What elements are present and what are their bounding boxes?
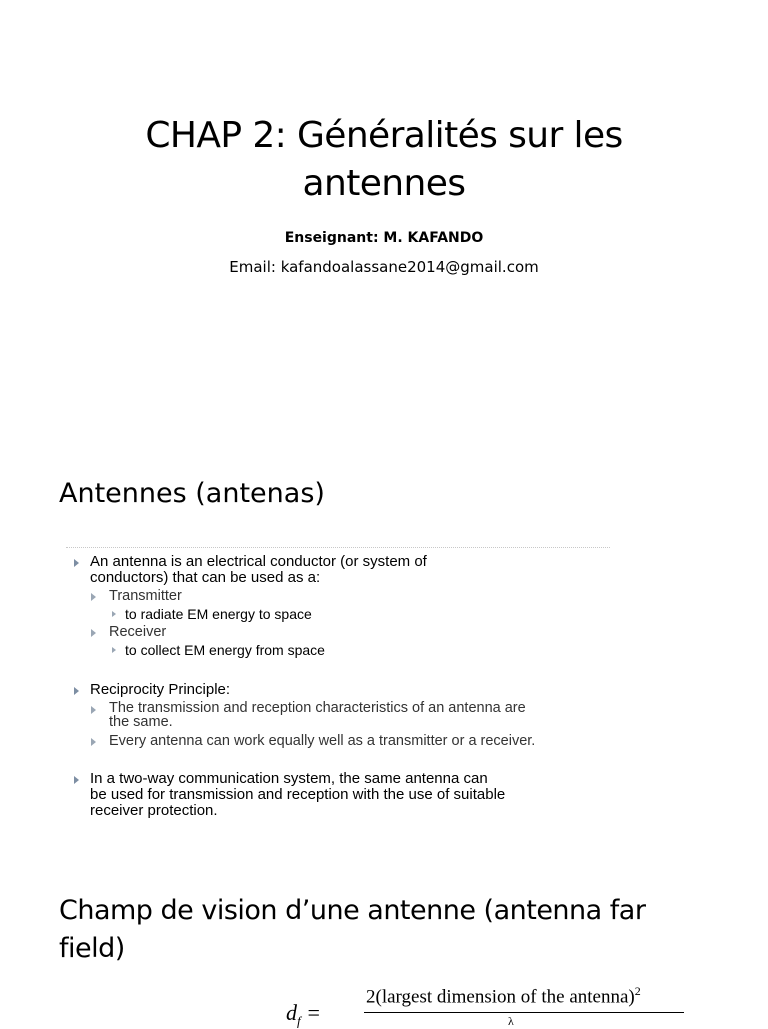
teacher-email: Email: kafandoalassane2014@gmail.com: [229, 258, 539, 276]
list-item: An antenna is an electrical conductor (or system of conductors) that can be used as a:: [72, 554, 632, 586]
formula-denominator: λ: [508, 1014, 514, 1028]
list-item: Reciprocity Principle:: [72, 682, 632, 698]
bullet-arrow-icon: [112, 647, 116, 653]
fraction-bar: [364, 1012, 684, 1013]
bullet-arrow-icon: [91, 706, 96, 714]
antenna-bullet-list: [72, 554, 632, 819]
bullet-arrow-icon: [112, 611, 116, 617]
list-item: In a two-way communication system, the same antenna can be used for transmission and reception with the use of suitable receiver protection.: [72, 771, 632, 819]
bullet-arrow-icon: [91, 593, 96, 601]
list-item: Transmitter: [72, 588, 632, 604]
list-item: Receiver: [72, 624, 632, 640]
list-item: to radiate EM energy to space: [72, 606, 632, 622]
slide-title: CHAP 2: Généralités sur les antennes: [145, 115, 623, 204]
bullet-arrow-icon: [74, 687, 79, 695]
far-field-heading: Champ de vision d’une antenne (antenna far field): [59, 895, 646, 964]
list-item: Every antenna can work equally well as a transmitter or a receiver.: [72, 733, 632, 749]
title-slide: [0, 0, 768, 440]
teacher-name: Enseignant: M. KAFANDO: [284, 230, 484, 246]
bullet-arrow-icon: [74, 776, 79, 784]
antennas-heading: Antennes (antenas): [59, 478, 325, 509]
dotted-divider: [66, 547, 610, 548]
list-item: The transmission and reception characteristics of an antenna are the same.: [72, 701, 632, 729]
formula-lhs: $d_f$ =: [286, 1000, 321, 1029]
bullet-arrow-icon: [74, 559, 79, 567]
bullet-arrow-icon: [91, 738, 96, 746]
formula-numerator: 2(largest dimension of the antenna)$^2$: [366, 984, 641, 1008]
bullet-arrow-icon: [91, 629, 96, 637]
list-item: to collect EM energy from space: [72, 642, 632, 658]
